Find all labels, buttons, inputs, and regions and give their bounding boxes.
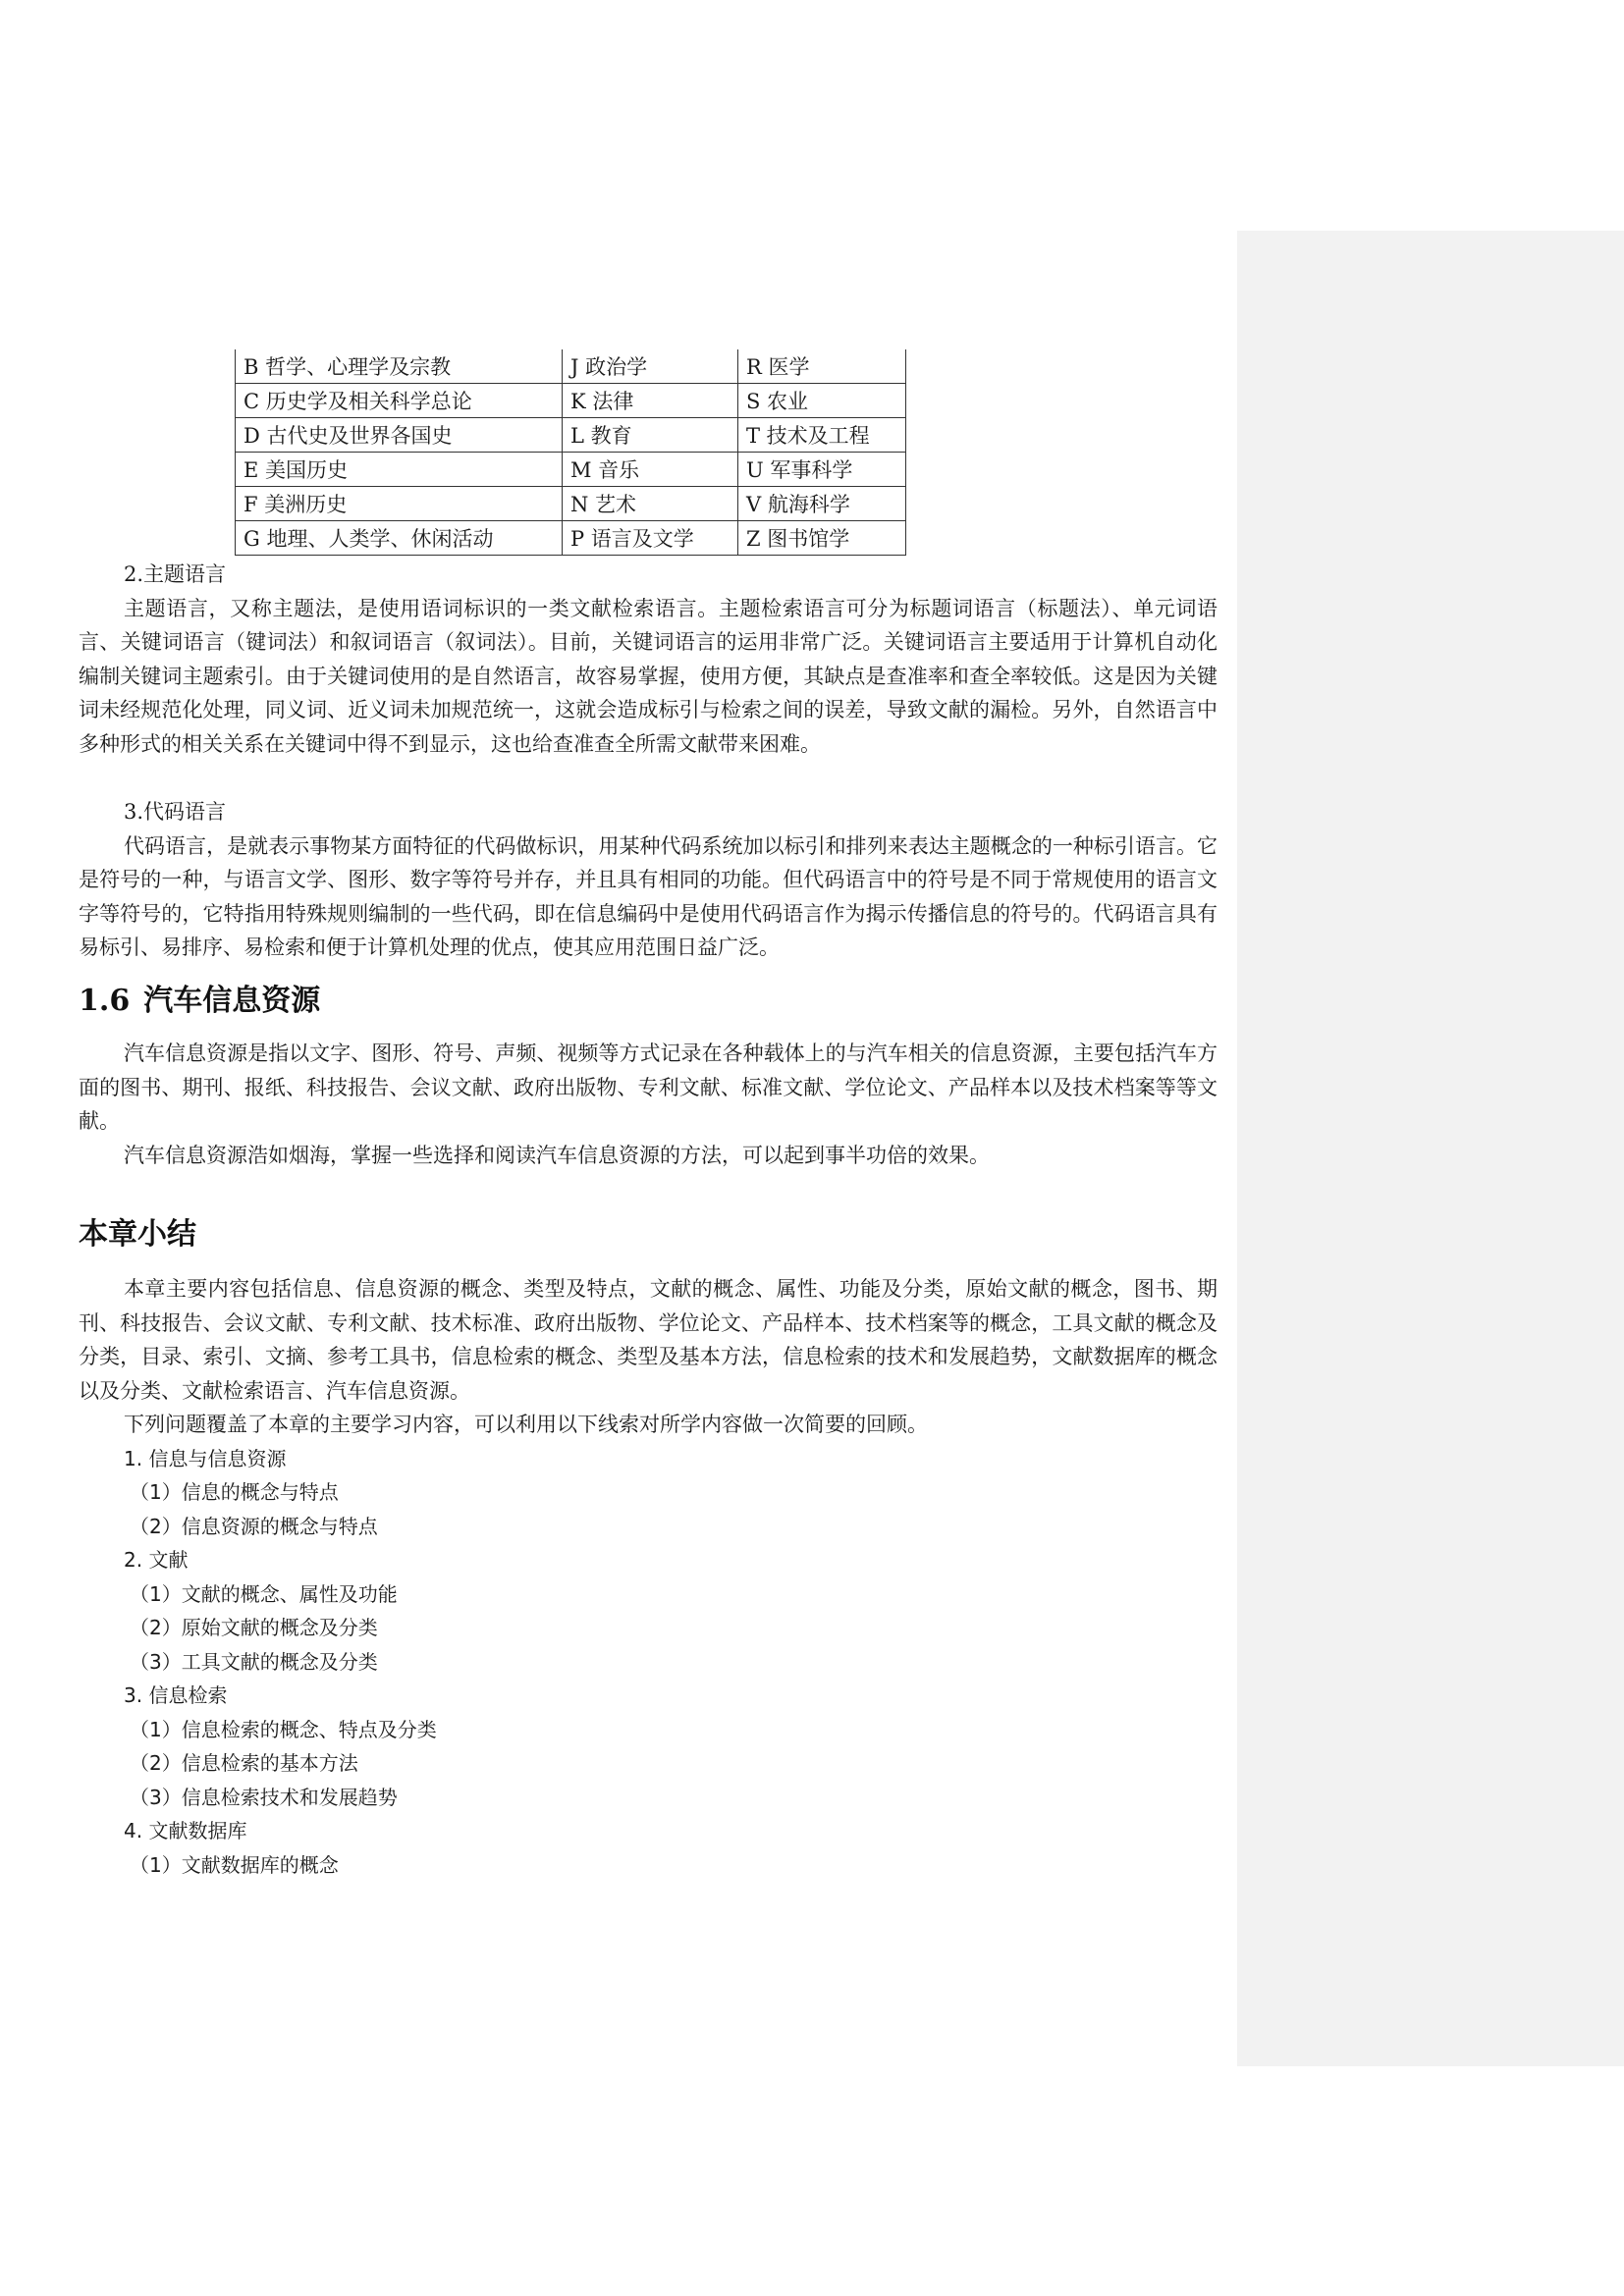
table-cell: L 教育 [563, 418, 738, 453]
outline-item: （1）信息的概念与特点 [130, 1480, 339, 1504]
outline-item: 3. 信息检索 [124, 1683, 228, 1707]
table-row [236, 453, 906, 487]
subsection-heading: 3.代码语言 [124, 800, 227, 824]
table-cell: F 美洲历史 [236, 487, 563, 521]
table-cell: N 艺术 [563, 487, 738, 521]
section-title-text: 汽车信息资源 [143, 984, 321, 1018]
table-cell: S 农业 [738, 384, 906, 418]
table-cell: K 法律 [563, 384, 738, 418]
outline-item: 1. 信息与信息资源 [124, 1446, 287, 1470]
table-row [236, 384, 906, 418]
comment-pane [1237, 231, 1624, 2066]
paragraph: 汽车信息资源浩如烟海，掌握一些选择和阅读汽车信息资源的方法，可以起到事半功倍的效果。 [124, 1143, 990, 1167]
table-row [236, 487, 906, 521]
outline-item: （3）工具文献的概念及分类 [130, 1649, 378, 1674]
table-row [236, 349, 906, 384]
table-cell: E 美国历史 [236, 453, 563, 487]
table-cell: T 技术及工程 [738, 418, 906, 453]
code-language-section [79, 795, 1218, 965]
section-title [79, 982, 1218, 1021]
table-cell: B 哲学、心理学及宗教 [236, 349, 563, 384]
outline-item: （2）原始文献的概念及分类 [130, 1616, 378, 1639]
outline-item: （1）文献数据库的概念 [130, 1852, 339, 1877]
outline-item: （1）文献的概念、属性及功能 [130, 1581, 398, 1606]
section-heading [79, 982, 1218, 1021]
review-outline [79, 1442, 1218, 1883]
subsection-heading: 2.主题语言 [124, 562, 227, 586]
outline-item: （1）信息检索的概念、特点及分类 [130, 1717, 437, 1741]
summary-heading [79, 1215, 1218, 1255]
summary-title: 本章小结 [79, 1217, 196, 1252]
outline-item: 4. 文献数据库 [124, 1819, 247, 1842]
table-cell: V 航海科学 [738, 487, 906, 521]
paragraph: 本章主要内容包括信息、信息资源的概念、类型及特点，文献的概念、属性、功能及分类，原始文献的概念，图书、期刊、科技报告、会议文献、专利文献、技术标准、政府出版物、学位论文、产品样本、技术档案等的概念，工具文献的概念及分类，目录、索引、文摘、参考工具书，信息检索的概念、类型及基本方法，信息检索的技术和发展趋势，文献数据库的概念以及分类、文献检索语言、汽车信息资源。 [79, 1277, 1218, 1403]
paragraph: 主题语言，又称主题法，是使用语词标识的一类文献检索语言。主题检索语言可分为标题词语言（标题法）、单元词语言、关键词语言（键词法）和叙词语言（叙词法）。目前，关键词语言的运用非常广泛。关键词语言主要适用于计算机自动化编制关键词主题索引。由于关键词使用的是自然语言，故容易掌握，使用方便，其缺点是查准率和查全率较低。这是因为关键词未经规范化处理，同义词、近义词未加规范统一，这就会造成标引与检索之间的误差，导致文献的漏检。另外，自然语言中多种形式的相关关系在关键词中得不到显示，这也给查准查全所需文献带来困难。 [79, 596, 1218, 756]
table-cell: U 军事科学 [738, 453, 906, 487]
outline-item: （3）信息检索技术和发展趋势 [130, 1785, 398, 1809]
table-cell: M 音乐 [563, 453, 738, 487]
paragraph: 代码语言，是就表示事物某方面特征的代码做标识，用某种代码系统加以标引和排列来表达主题概念的一种标引语言。它是符号的一种，与语言文学、图形、数字等符号并存，并且具有相同的功能。但代码语言中的符号是不同于常规使用的语言文字等符号的，它特指用特殊规则编制的一些代码，即在信息编码中是使用代码语言作为揭示传播信息的符号的。代码语言具有易标引、易排序、易检索和便于计算机处理的优点，使其应用范围日益广泛。 [79, 833, 1218, 959]
table-cell: D 古代史及世界各国史 [236, 418, 563, 453]
table-cell: P 语言及文学 [563, 521, 738, 556]
automotive-info-section [79, 1037, 1218, 1172]
table-cell: C 历史学及相关科学总论 [236, 384, 563, 418]
subject-language-section [79, 558, 1218, 761]
outline-item: 2. 文献 [124, 1548, 189, 1572]
outline-item: （2）信息资源的概念与特点 [130, 1514, 378, 1538]
table-row [236, 521, 906, 556]
paragraph: 汽车信息资源是指以文字、图形、符号、声频、视频等方式记录在各种载体上的与汽车相关的信息资源，主要包括汽车方面的图书、期刊、报纸、科技报告、会议文献、政府出版物、专利文献、标准文献、学位论文、产品样本以及技术档案等等文献。 [79, 1041, 1218, 1133]
table-row [236, 418, 906, 453]
table-cell: Z 图书馆学 [738, 521, 906, 556]
classification-table [235, 349, 906, 556]
table-cell: J 政治学 [563, 349, 738, 384]
summary-section [79, 1272, 1218, 1882]
section-number: 1.6 [79, 984, 131, 1018]
table-cell: G 地理、人类学、休闲活动 [236, 521, 563, 556]
table-cell: R 医学 [738, 349, 906, 384]
outline-item: （2）信息检索的基本方法 [130, 1751, 358, 1775]
paragraph: 下列问题覆盖了本章的主要学习内容，可以利用以下线索对所学内容做一次简要的回顾。 [124, 1413, 928, 1436]
